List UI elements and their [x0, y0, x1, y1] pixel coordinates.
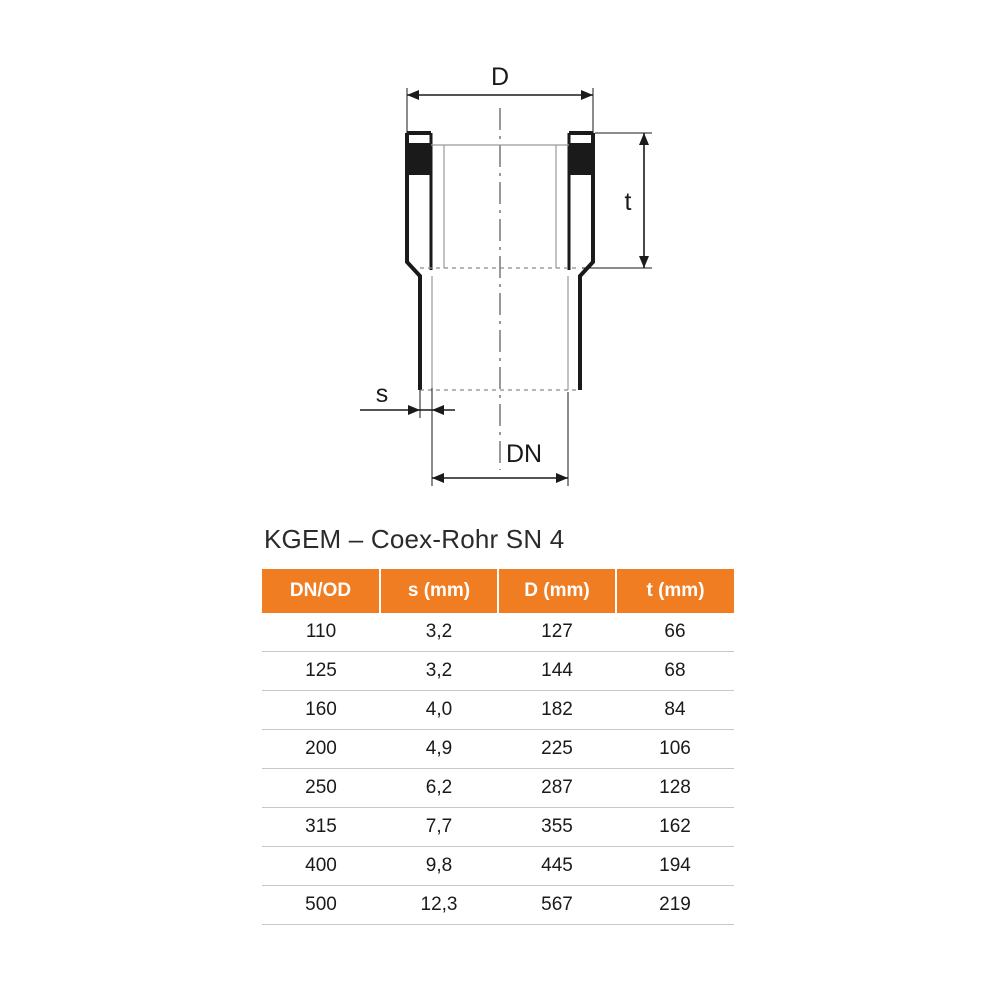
- spec-table-container: [262, 524, 742, 925]
- table-cell: 128: [616, 769, 734, 808]
- table-cell: 194: [616, 847, 734, 886]
- table-cell: 287: [498, 769, 616, 808]
- dim-DN-arrow-right: [556, 473, 568, 483]
- dim-label-s: s: [375, 380, 389, 408]
- table-cell: 4,0: [380, 691, 498, 730]
- table-cell: 162: [616, 808, 734, 847]
- table-header-row: [262, 569, 734, 613]
- table-cell: 110: [262, 613, 380, 652]
- table-cell: 445: [498, 847, 616, 886]
- table-row: [262, 886, 734, 925]
- specification-table: [262, 569, 734, 925]
- table-row: [262, 769, 734, 808]
- table-cell: 200: [262, 730, 380, 769]
- table-cell: 7,7: [380, 808, 498, 847]
- seal-ring-left: [409, 143, 431, 175]
- column-header-dn-od: DN/OD: [262, 569, 380, 613]
- table-cell: 68: [616, 652, 734, 691]
- table-cell: 567: [498, 886, 616, 925]
- table-cell: 315: [262, 808, 380, 847]
- table-cell: 500: [262, 886, 380, 925]
- table-cell: 355: [498, 808, 616, 847]
- table-cell: 9,8: [380, 847, 498, 886]
- table-cell: 144: [498, 652, 616, 691]
- table-cell: 106: [616, 730, 734, 769]
- table-cell: 3,2: [380, 613, 498, 652]
- dim-label-D: D: [490, 63, 510, 91]
- dim-t-arrow-bottom: [639, 256, 649, 268]
- table-row: [262, 652, 734, 691]
- table-cell: 219: [616, 886, 734, 925]
- dim-D-arrow-left: [407, 90, 419, 100]
- table-cell: 66: [616, 613, 734, 652]
- dim-DN-arrow-left: [432, 473, 444, 483]
- table-cell: 127: [498, 613, 616, 652]
- column-header-s: s (mm): [380, 569, 498, 613]
- table-cell: 84: [616, 691, 734, 730]
- seal-ring-right: [569, 143, 591, 175]
- dim-label-t: t: [624, 188, 632, 216]
- table-cell: 6,2: [380, 769, 498, 808]
- table-cell: 125: [262, 652, 380, 691]
- dim-D-arrow-right: [581, 90, 593, 100]
- dim-s-arrow-right: [432, 405, 444, 415]
- table-row: [262, 613, 734, 652]
- table-row: [262, 730, 734, 769]
- table-cell: 3,2: [380, 652, 498, 691]
- table-cell: 4,9: [380, 730, 498, 769]
- table-cell: 182: [498, 691, 616, 730]
- table-cell: 160: [262, 691, 380, 730]
- table-cell: 250: [262, 769, 380, 808]
- dim-t-arrow-top: [639, 133, 649, 145]
- table-row: [262, 691, 734, 730]
- table-body: [262, 613, 734, 925]
- table-cell: 225: [498, 730, 616, 769]
- table-row: [262, 808, 734, 847]
- column-header-t: t (mm): [616, 569, 734, 613]
- table-cell: 12,3: [380, 886, 498, 925]
- table-title: KGEM – Coex-Rohr SN 4: [264, 524, 565, 554]
- table-row: [262, 847, 734, 886]
- column-header-d: D (mm): [498, 569, 616, 613]
- dim-s-arrow-left: [408, 405, 420, 415]
- dim-label-DN: DN: [505, 440, 543, 468]
- table-cell: 400: [262, 847, 380, 886]
